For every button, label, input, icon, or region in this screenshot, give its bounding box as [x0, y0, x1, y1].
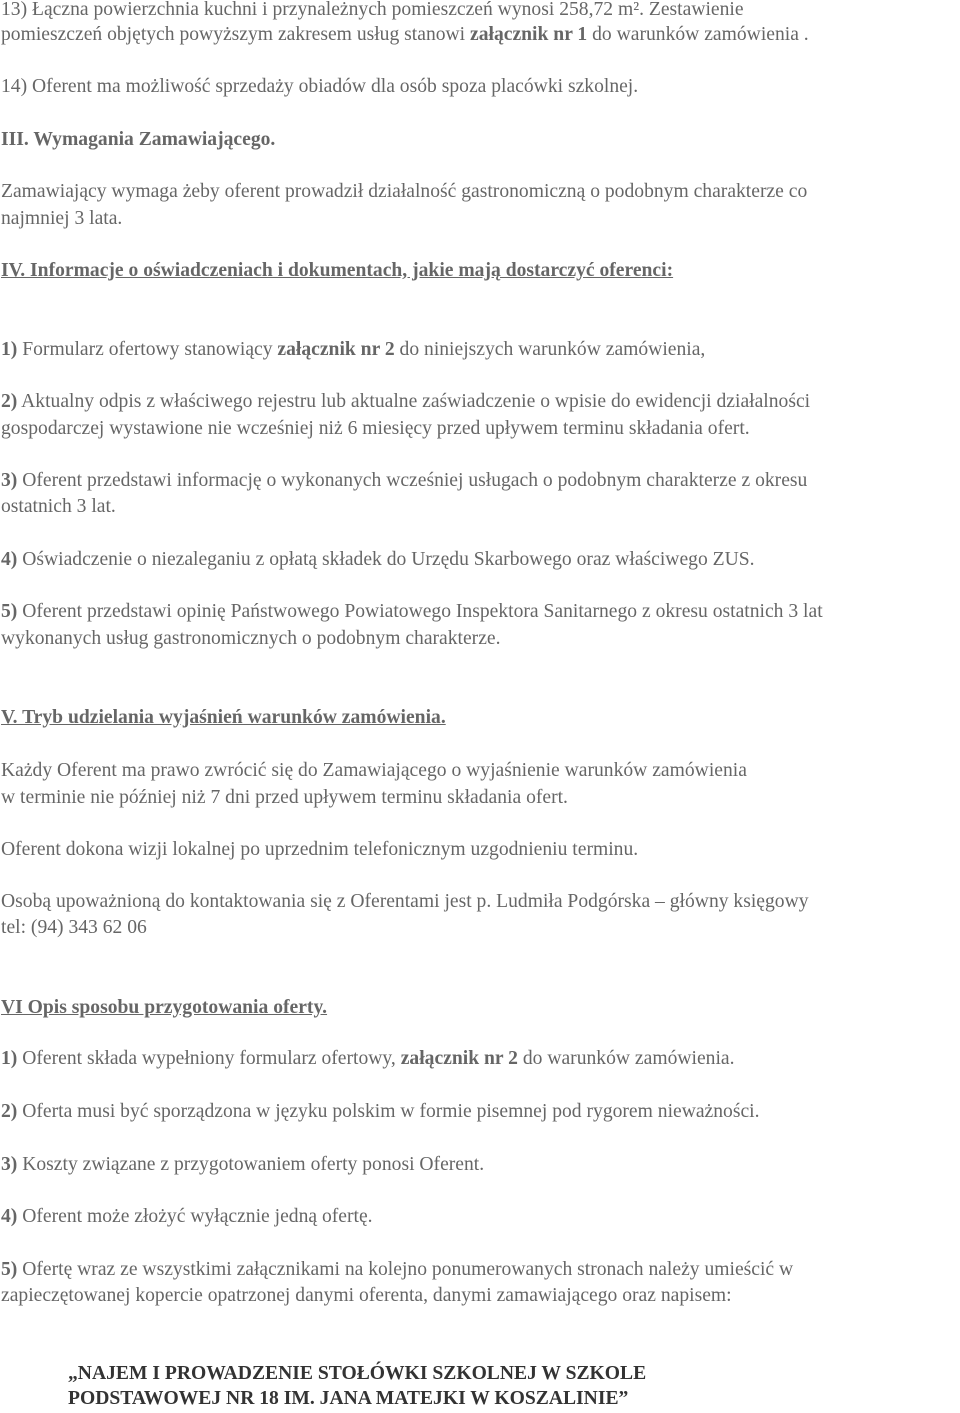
section-6-item-5-line-2: zapieczętowanej kopercie opatrzonej danymi oferenta, danymi zamawiającego oraz napisem:: [1, 1285, 732, 1306]
section-3-text-line-2: najmniej 3 lata.: [1, 208, 123, 229]
section-4-item-1: 1) Formularz ofertowy stanowiący załącznik nr 2 do niniejszych warunków zamówienia,: [1, 339, 706, 360]
section-6-item-5-line-1: 5) Ofertę wraz ze wszystkimi załącznikami na kolejno ponumerowanych stronach należy umieścić w: [1, 1259, 794, 1280]
item-13-line-2: pomieszczeń objętych powyższym zakresem usług stanowi załącznik nr 1 do warunków zamówienia .: [1, 24, 809, 45]
section-5-para-3-line-1: Osobą upoważnioną do kontaktowania się z Oferentami jest p. Ludmiła Podgórska – główny księgowy: [1, 891, 809, 912]
section-4-heading: IV. Informacje o oświadczeniach i dokumentach, jakie mają dostarczyć oferenci:: [1, 260, 674, 281]
section-6-item-3: 3) Koszty związane z przygotowaniem oferty ponosi Oferent.: [1, 1154, 485, 1175]
section-4-item-3-line-1: 3) Oferent przedstawi informację o wykonanych wcześniej usługach o podobnym charakterze z okresu: [1, 470, 808, 491]
section-4-item-5-line-2: wykonanych usług gastronomicznych o podobnym charakterze.: [1, 628, 501, 649]
section-5-para-3-line-2: tel: (94) 343 62 06: [1, 917, 147, 938]
section-6-heading: VI Opis sposobu przygotowania oferty.: [1, 997, 328, 1018]
section-5-para-1-line-2: w terminie nie później niż 7 dni przed upływem terminu składania ofert.: [1, 787, 568, 808]
section-4-item-3-line-2: ostatnich 3 lat.: [1, 496, 116, 517]
section-4-item-4: 4) Oświadczenie o niezaleganiu z opłatą składek do Urzędu Skarbowego oraz właściwego ZUS.: [1, 549, 755, 570]
section-5-para-2: Oferent dokona wizji lokalnej po uprzednim telefonicznym uzgodnieniu terminu.: [1, 839, 639, 860]
section-6-item-2: 2) Oferta musi być sporządzona w języku polskim w formie pisemnej pod rygorem nieważności.: [1, 1101, 760, 1122]
item-13-line-1: 13) Łączna powierzchnia kuchni i przynależnych pomieszczeń wynosi 258,72 m². Zestawienie: [1, 0, 744, 20]
section-3-heading: III. Wymagania Zamawiającego.: [1, 129, 276, 150]
envelope-title-line-1: „NAJEM I PROWADZENIE STOŁÓWKI SZKOLNEJ W SZKOLE: [68, 1363, 647, 1384]
envelope-title-line-2: PODSTAWOWEJ NR 18 IM. JANA MATEJKI W KOSZALINIE”: [68, 1388, 629, 1409]
section-4-item-2-line-1: 2) Aktualny odpis z właściwego rejestru lub aktualne zaświadczenie o wpisie do ewidencji działalności: [1, 391, 811, 412]
section-6-item-1: 1) Oferent składa wypełniony formularz ofertowy, załącznik nr 2 do warunków zamówienia.: [1, 1048, 735, 1069]
section-4-item-5-line-1: 5) Oferent przedstawi opinię Państwowego Powiatowego Inspektora Sanitarnego z okresu ostatnich 3 lat: [1, 601, 823, 622]
section-4-item-2-line-2: gospodarczej wystawione nie wcześniej niż 6 miesięcy przed upływem terminu składania ofert.: [1, 418, 750, 439]
section-5-para-1-line-1: Każdy Oferent ma prawo zwrócić się do Zamawiającego o wyjaśnienie warunków zamówienia: [1, 760, 747, 781]
section-3-text-line-1: Zamawiający wymaga żeby oferent prowadził działalność gastronomiczną o podobnym charakterze co: [1, 181, 808, 202]
section-5-heading: V. Tryb udzielania wyjaśnień warunków zamówienia.: [1, 707, 446, 728]
section-6-item-4: 4) Oferent może złożyć wyłącznie jedną ofertę.: [1, 1206, 373, 1227]
item-14: 14) Oferent ma możliwość sprzedaży obiadów dla osób spoza placówki szkolnej.: [1, 76, 639, 97]
